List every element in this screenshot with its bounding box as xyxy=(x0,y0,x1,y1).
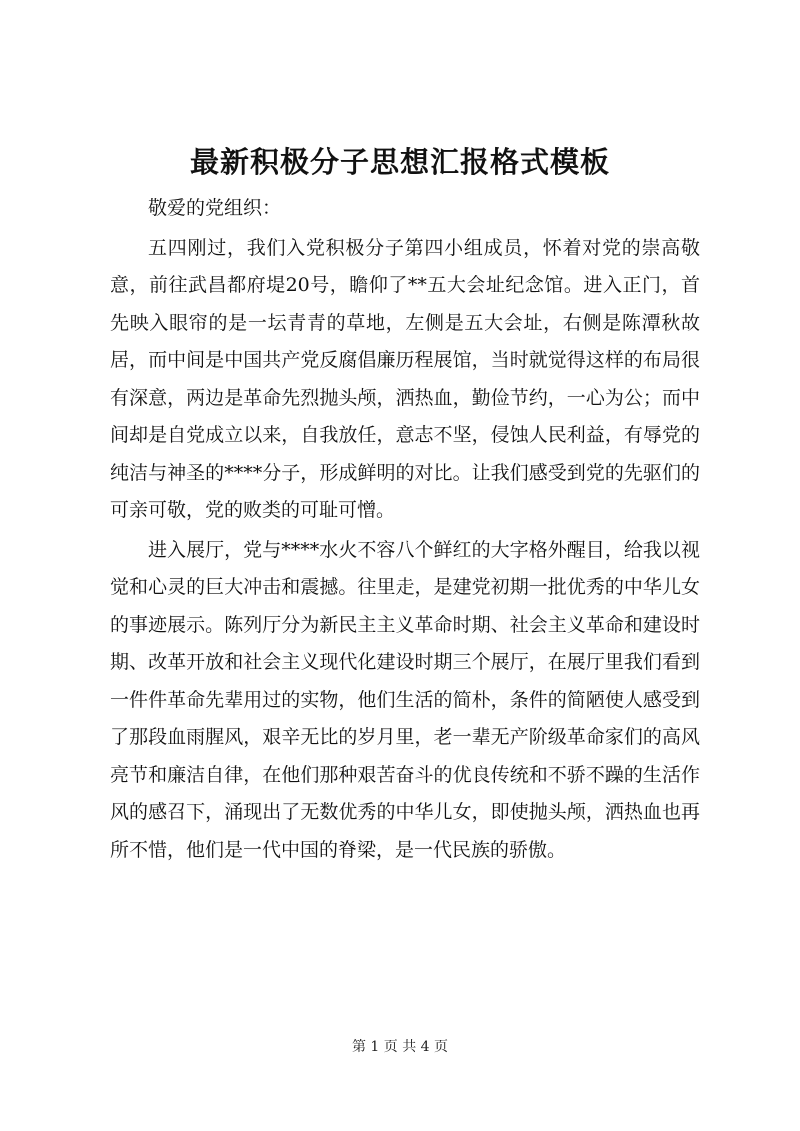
document-body xyxy=(110,190,700,869)
paragraph-1: 五四刚过，我们入党积极分子第四小组成员，怀着对党的崇高敬意，前往武昌都府堤20号，瞻仰了**五大会址纪念馆。进入正门，首先映入眼帘的是一坛青青的草地，左侧是五大会址，右侧是陈潭秋故居，而中间是中国共产党反腐倡廉历程展馆，当时就觉得这样的布局很有深意，两边是革命先烈抛头颅，洒热血，勤俭节约，一心为公；而中间却是自党成立以来，自我放任，意志不坚，侵蚀人民利益，有辱党的纯洁与神圣的****分子，形成鲜明的对比。让我们感受到党的先驱们的可亲可敬，党的败类的可耻可憎。 xyxy=(110,236,700,521)
page-number-footer: 第 1 页 共 4 页 xyxy=(351,1039,449,1055)
paragraph-2: 进入展厅，党与****水火不容八个鲜红的大字格外醒目，给我以视觉和心灵的巨大冲击和震撼。往里走，是建党初期一批优秀的中华儿女的事迹展示。陈列厅分为新民主主义革命时期、社会主义革命和建设时期、改革开放和社会主义现代化建设时期三个展厅，在展厅里我们看到一件件革命先辈用过的实物，他们生活的简朴，条件的简陋使人感受到了那段血雨腥风，艰辛无比的岁月里，老一辈无产阶级革命家们的高风亮节和廉洁自律，在他们那种艰苦奋斗的优良传统和不骄不躁的生活作风的感召下，涌现出了无数优秀的中华儿女，即使抛头颅，洒热血也再所不惜，他们是一代中国的脊梁，是一代民族的骄傲。 xyxy=(110,538,700,861)
salutation: 敬爱的党组织： xyxy=(148,197,282,219)
document-title: 最新积极分子思想汇报格式模板 xyxy=(189,145,610,179)
